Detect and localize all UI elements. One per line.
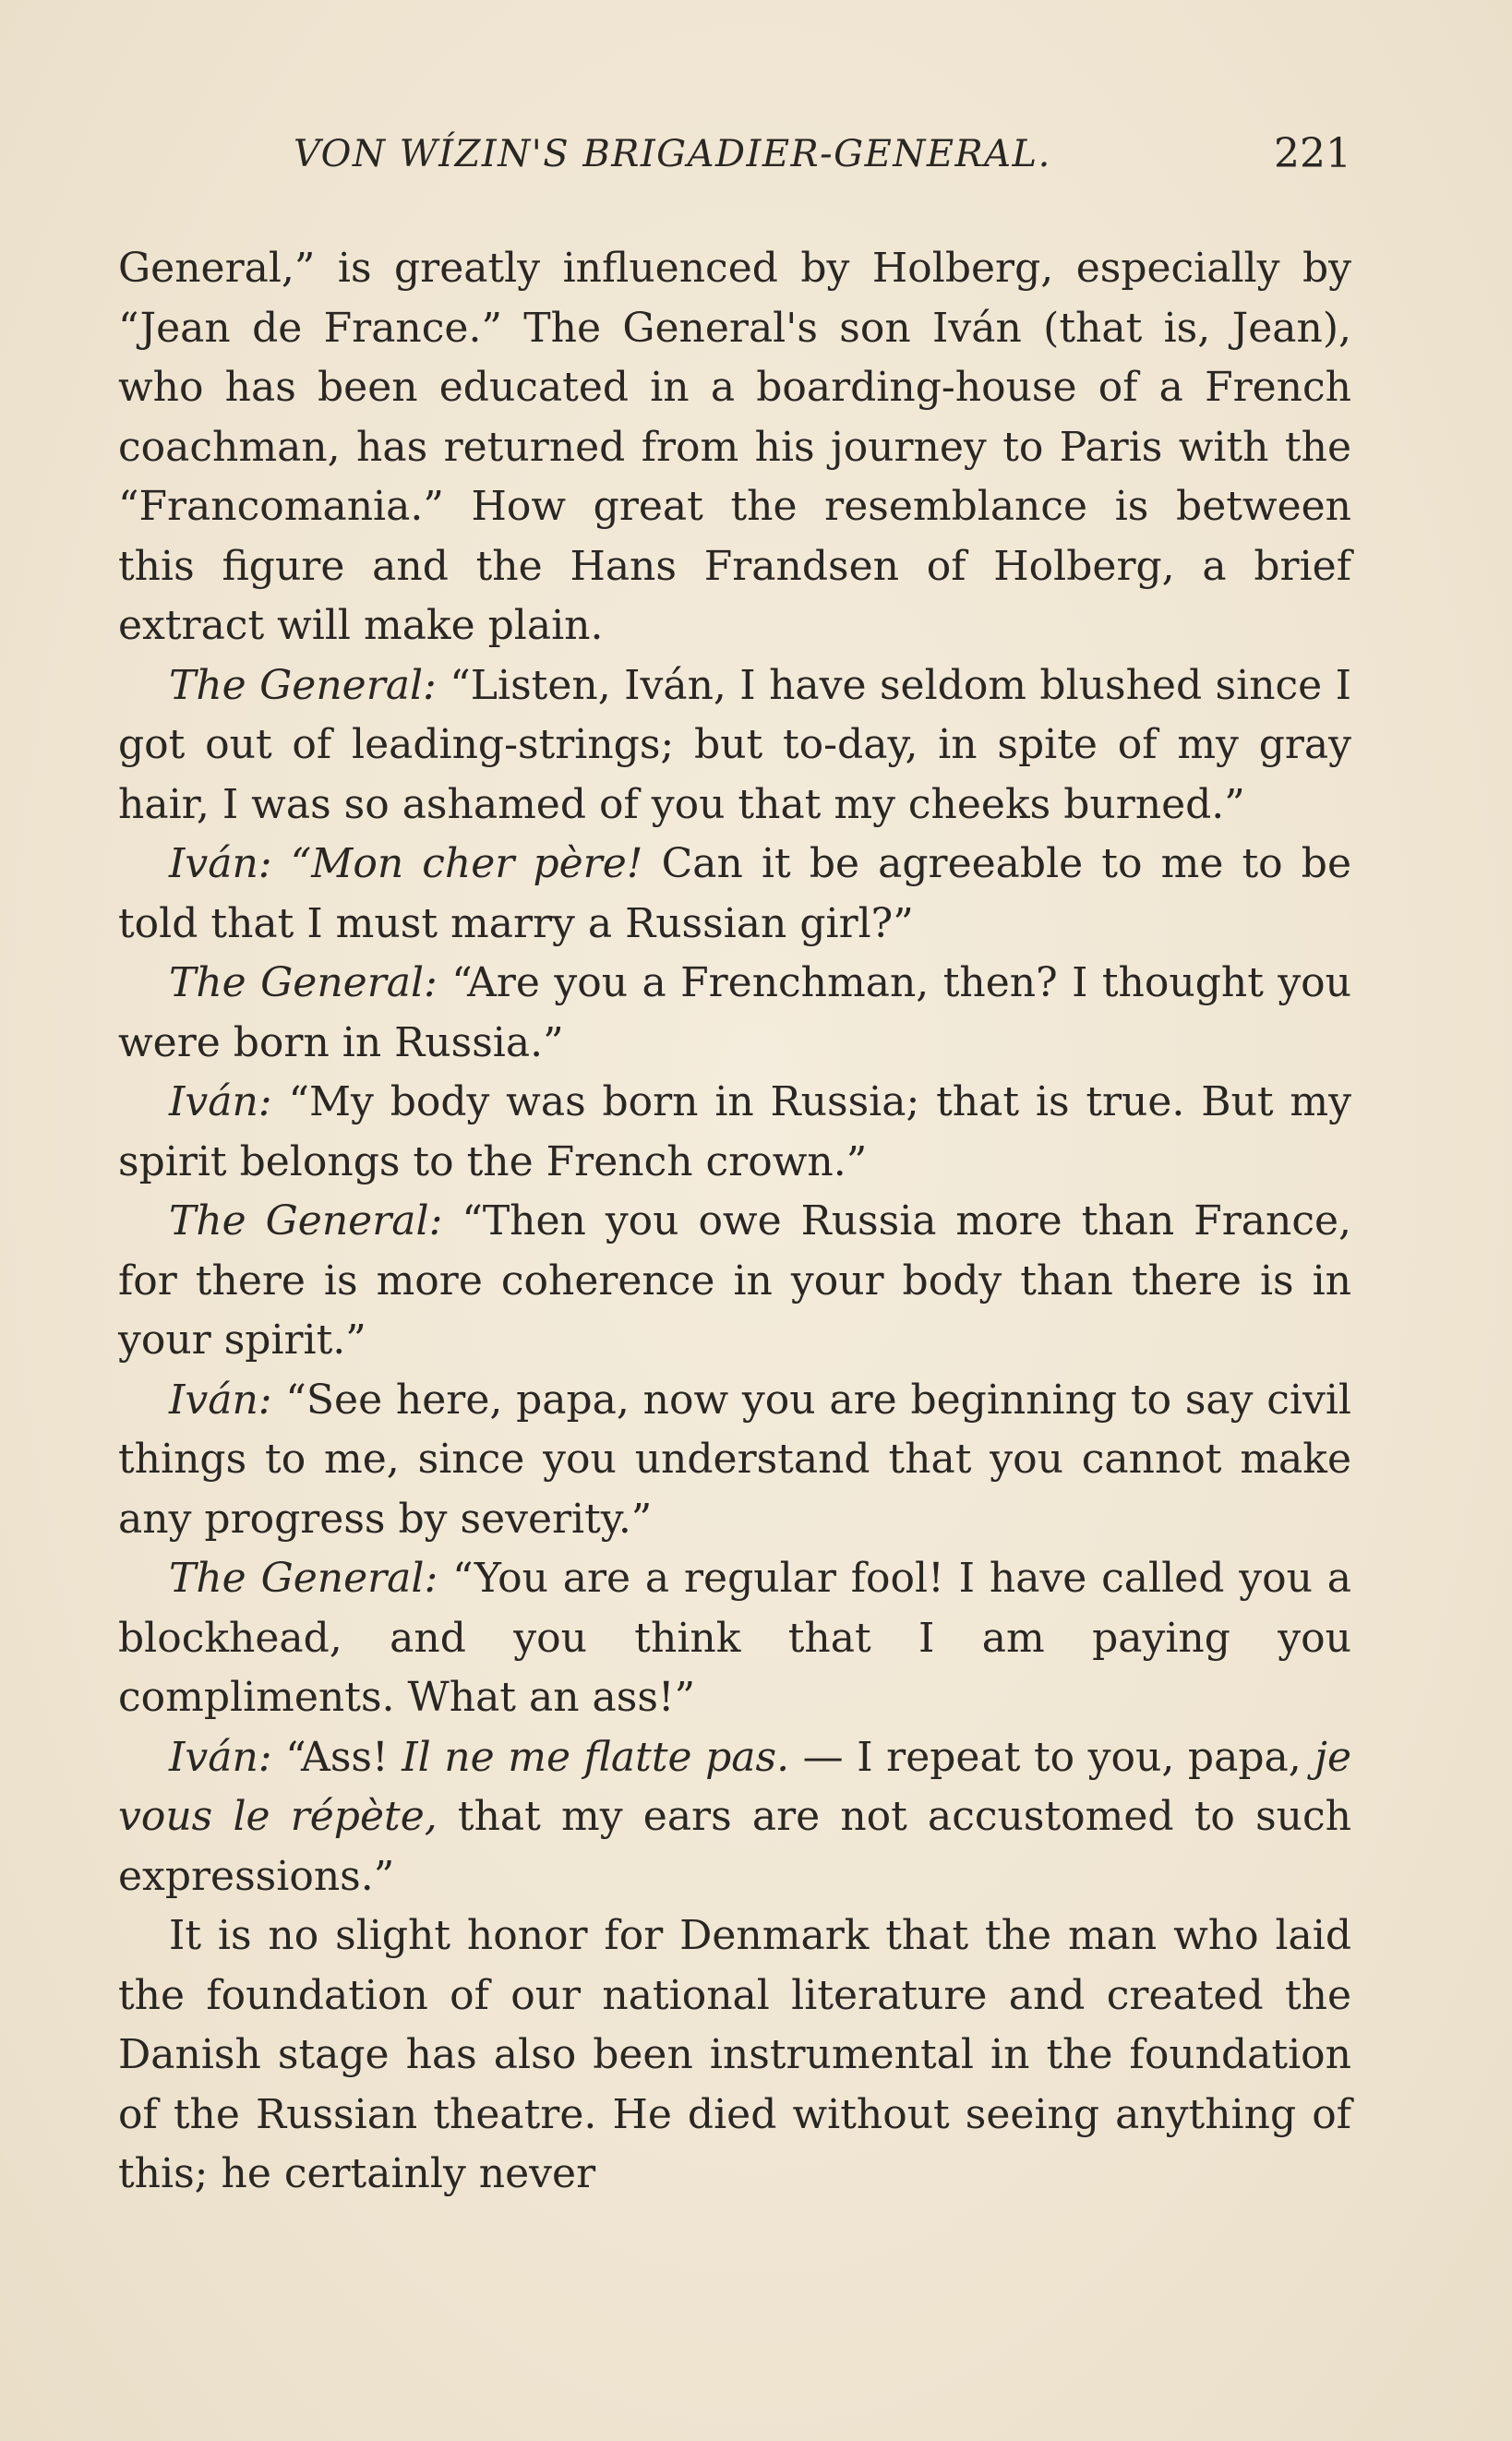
dialogue-line — [118, 1728, 1351, 1907]
dialogue-line — [118, 1192, 1351, 1371]
dialogue-line — [118, 954, 1351, 1073]
dialogue-text: “Ass! — [285, 1733, 389, 1781]
page-number: 221 — [1274, 130, 1351, 177]
running-header — [118, 125, 1351, 184]
speaker-label: Iván: — [169, 1733, 272, 1781]
dialogue-line — [118, 835, 1351, 954]
dialogue-text: “Then you owe Russia more than France, for there is more coherence in your body than there is in your spirit.” — [118, 1197, 1351, 1364]
speaker-label: The General: — [169, 1555, 438, 1602]
paragraph-text: General,” is greatly influenced by Holberg, especially by “Jean de France.” The General's son Iván (that is, Jean), who has been educated in a boarding-house of a French coachman, has returned from his journey to Paris with the “Francomania.” How great the resemblance is between this figure and the Hans Frandsen of Holberg, a brief extract will make plain. — [118, 245, 1351, 649]
dialogue-line — [118, 1073, 1351, 1192]
running-title: VON WÍZIN'S BRIGADIER-GENERAL. — [294, 133, 1051, 175]
french-phrase: Il ne me flatte pas. — [402, 1733, 790, 1781]
dialogue-text: “My body was born in Russia; that is true. But my spirit belongs to the French crown.” — [118, 1078, 1351, 1185]
speaker-label: Iván: — [169, 840, 272, 887]
dialogue-text: Can it be agreeable to me to be told that I must marry a Russian girl?” — [118, 840, 1352, 947]
dialogue-text: “You are a regular fool! I have called you a blockhead, and you think that I am paying you compliments. What an ass!” — [118, 1555, 1351, 1721]
body-text — [118, 239, 1351, 2205]
dialogue-text: “Are you a Frenchman, then? I thought you were born in Russia.” — [118, 959, 1351, 1066]
speaker-label: Iván: — [169, 1078, 272, 1125]
speaker-label: The General: — [169, 959, 438, 1006]
dialogue-text: “See here, papa, now you are beginning to say civil things to me, since you understand that you cannot make any progress by severity.” — [118, 1376, 1351, 1543]
speaker-label: Iván: — [169, 1376, 272, 1424]
french-phrase: je vous le répète, — [118, 1733, 1351, 1840]
paragraph-text: It is no slight honor for Denmark that the man who laid the foundation of our national literature and created the Danish stage has also been instrumental in the foundation of the Russian theatre. He died without seeing anything of this; he certainly never — [118, 1912, 1351, 2197]
dialogue-text: that my ears are not accustomed to such expressions.” — [118, 1793, 1351, 1900]
dialogue-line — [118, 1371, 1351, 1550]
dialogue-line — [118, 656, 1351, 836]
dialogue-line — [118, 1549, 1351, 1728]
dialogue-text: — I repeat to you, papa, — [802, 1733, 1302, 1781]
paragraph — [118, 239, 1351, 656]
paragraph — [118, 1906, 1351, 2205]
french-phrase: “Mon cher père! — [290, 840, 643, 887]
speaker-label: The General: — [169, 1197, 443, 1245]
dialogue-text: “Listen, Iván, I have seldom blushed since I got out of leading-strings; but to-day, in spite of my gray hair, I was so ashamed of you that my cheeks burned.” — [118, 661, 1352, 828]
speaker-label: The General: — [169, 661, 437, 709]
